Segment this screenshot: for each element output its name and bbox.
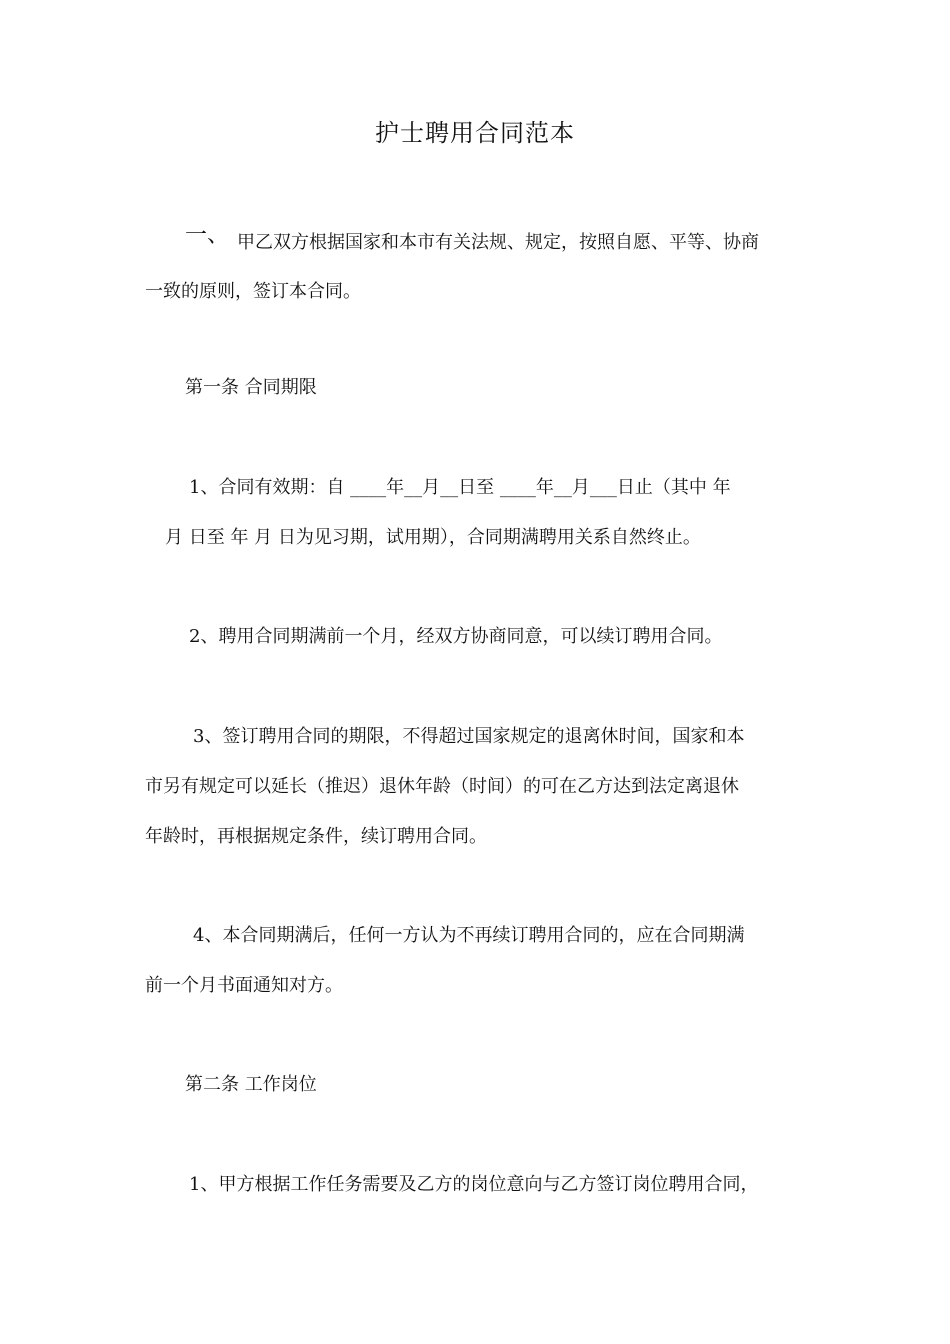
article-2-item-1-line-1: 1、甲方根据工作任务需要及乙方的岗位意向与乙方签订岗位聘用合同， [189,1174,759,1195]
intro-line-2: 一致的原则，签订本合同。 [145,281,361,302]
article-1-item-1-line-1: 1、合同有效期：自 ____年__月__日至 ____年__月___日止（其中 年 [189,477,731,498]
intro-line-1 [185,223,810,256]
article-1-item-1-line-2: 月 日至 年 月 日为见习期，试用期），合同期满聘用关系自然终止。 [165,527,701,548]
intro-mark: 一、 [185,223,230,248]
article-1-item-3-line-3: 年龄时，再根据规定条件，续订聘用合同。 [145,826,487,847]
article-1-item-4-line-2: 前一个月书面通知对方。 [145,975,343,996]
article-1-item-3-line-2: 市另有规定可以延长（推迟）退休年龄（时间）的可在乙方达到法定离退休 [145,776,739,797]
article-1-heading: 第一条 合同期限 [185,377,317,398]
article-1-item-4-line-1: 4、本合同期满后，任何一方认为不再续订聘用合同的，应在合同期满 [193,925,745,946]
article-1-item-3-line-1: 3、签订聘用合同的期限，不得超过国家规定的退离休时间，国家和本 [193,726,745,747]
document-title: 护士聘用合同范本 [375,119,575,147]
article-2-heading: 第二条 工作岗位 [185,1074,317,1095]
article-1-item-2: 2、聘用合同期满前一个月，经双方协商同意，可以续订聘用合同。 [189,626,723,647]
intro-text-1: 甲乙双方根据国家和本市有关法规、规定，按照自愿、平等、协商 [237,232,760,253]
